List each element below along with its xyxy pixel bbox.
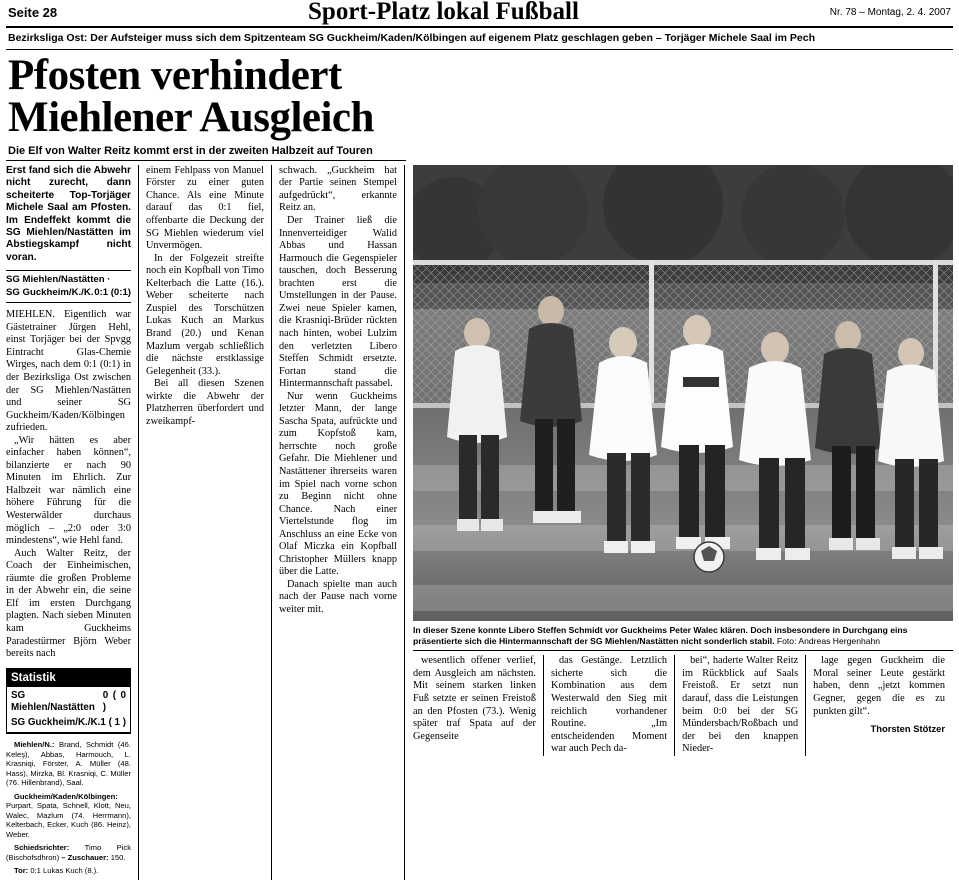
bottom-column-2	[544, 655, 675, 755]
statistik-box	[6, 668, 131, 735]
match-result	[6, 270, 131, 303]
author-byline: Thorsten Stötzer	[870, 723, 945, 735]
masthead	[6, 0, 953, 28]
bottom-column-3	[675, 655, 806, 755]
lineups-block	[6, 740, 131, 875]
result-home-team: SG Miehlen/Nastätten ·	[6, 274, 111, 286]
paragraph: MIEHLEN. Eigentlich war Gästetrainer Jürgen Hehl, einst Torjäger bei der Spvgg Eintracht Glas-Chemie Wirges, nach dem 0:1 (0:1) in der Bezirksliga Ost zwischen der SG Miehlen/Nastätten und seiner SG Guckheim/Kaden/Kölbingen zufrieden.	[6, 309, 131, 434]
text-column-2	[139, 165, 272, 880]
lineup-home-label: Miehlen/N.:	[14, 740, 55, 750]
paragraph: das Gestänge. Letztlich sicherte sich die Kombination aus dem Westerwald den Sieg mit reichlich vorhandener Routine. „Im entscheidenden Moment war auch Pech da-	[550, 655, 668, 755]
goals-line	[6, 866, 131, 875]
text-column-1	[6, 165, 139, 880]
lineup-away-players: Purpart, Spata, Schnell, Klott, Neu, Walec, Mazlum (74. Herrmann), Kelterbach, Ecker, Kuch (86. Heinz), Weber.	[6, 801, 131, 839]
article-body	[6, 165, 953, 880]
statistik-title: Statistik	[7, 669, 130, 687]
paragraph: lage gegen Guckheim die Moral seiner Leute gestärkt haben, denn „jetzt kommen Gegner, gegen die es zu punkten gilt“.	[813, 655, 945, 717]
lineup-home-players: Brand, Schmidt (46. Keleş), Abbas, Harmouch, L. Krasniqi, Förster, A. Müller (48. Hass), Mirzka, Bl. Krasniqi, C. Müller (76. Hillenbrand), Saal.	[6, 740, 131, 788]
paragraph: schwach. „Guckheim hat der Partie seinen Stempel aufgedrückt“, erkannte Reitz an.	[279, 164, 397, 214]
referee-label: Schiedsrichter:	[14, 843, 70, 853]
lineup-away	[6, 792, 131, 839]
lineup-away-label: Guckheim/Kaden/Kölbingen:	[14, 791, 118, 801]
statistik-team: SG Miehlen/Nastätten	[11, 689, 95, 713]
issue-info: Nr. 78 – Montag, 2. 4. 2007	[829, 6, 951, 18]
headline: Pfosten verhindert Miehlener Ausgleich	[8, 51, 374, 141]
statistik-row	[7, 714, 130, 733]
spectators-count: 150.	[110, 852, 126, 862]
photo-wrap	[413, 165, 953, 651]
result-score: 0:1 (0:1)	[94, 286, 131, 298]
page-number: Seite 28	[8, 4, 58, 20]
paragraph: Danach spielte man auch nach der Pause nach vorne weiter mit.	[279, 578, 397, 615]
goals-label: Tor:	[14, 866, 29, 876]
paragraph: „Wir hätten es aber einfacher haben können“, bilanzierte er nach 90 Minuten im Ehrlich. Zur Halbzeit war nämlich eine höhere Führung für die Westerwälder durchaus möglich – „2:0 oder 3:0 mindestens“, wie Hehl fand.	[6, 434, 131, 547]
paragraph: Nur wenn Guckheims letzter Mann, der lange Sascha Spata, aufrückte und zum Kopfstoß kam, herrschte noch große Gefahr. Die Miehlener und Nastättener ihrerseits waren im Spiel nach vorne schon zu Beginn nicht ohne Chance. Nach einer Viertelstunde flog im Anschluss an eine Ecke von Olaf Miczka ein Kopfball Christopher Müllers knapp über die Latte.	[279, 390, 397, 578]
photo-credit: Foto: Andreas Hergenhahn	[776, 635, 881, 646]
lineup-home	[6, 740, 131, 787]
paragraph: In der Folgezeit streifte noch ein Kopfball von Timo Kelterbach die Latte (16.). Weber scheiterte nach Zuspiel des Torschützen Lukas Kuch an Markus Brand (20.) und Kenan Mazlum vergab schließlich die nächste erstklassige Gelegenheit (33.).	[146, 252, 264, 377]
photo-column	[405, 165, 945, 880]
paragraph: Der Trainer ließ die Innenverteidiger Walid Abbas und Hassan Harmouch die Gegenspieler tauschen, doch Besserung brachten erst die Umstellungen in der Pause. Zwei neue Spieler kamen, die Krasniqi-Brüder rückten nach hinten, wobei Lulzim den verletzten Libero Steffen Schmidt ersetzte. Fortan stand die Hintermannschaft passabel.	[279, 215, 397, 390]
lead-paragraph: Erst fand sich die Abwehr nicht zurecht, dann scheiterte Top-Torjäger Michele Saal am Pfosten. Im Endeffekt kommt die SG Miehlen/Nastätten im Abstiegskampf nicht voran.	[6, 164, 131, 263]
goals-detail: 0:1 Lukas Kuch (8.).	[30, 866, 99, 876]
paragraph: einem Fehlpass von Manuel Förster zu einer guten Chance. Als eine Minute darauf das 0:1 fiel, offenbarte die Deckung der SG Miehlen wiederum viel Unvermögen.	[146, 164, 264, 252]
paragraph: bei“, haderte Walter Reitz im Rückblick auf Saals Freistoß. Er setzt nun darauf, dass die Leistungen beim 0:0 bei der SG Mündersbach/Roßbach und der bei den knappen Nieder-	[682, 655, 799, 755]
newspaper-section-title: Sport-Platz lokal Fußball	[308, 0, 579, 25]
bottom-column-4	[806, 655, 945, 755]
bottom-text-columns	[413, 655, 945, 755]
text-column-3	[272, 165, 405, 880]
paragraph: wesentlich offener verlief, dem Ausgleich am nächsten. Mit seinem starken linken Fuß setzte er seinen Freistoß an den Pfosten (73.). Wenig später traf Spata auf der Gegenseite	[413, 655, 536, 742]
spectators-label: – Zuschauer:	[61, 852, 109, 862]
subheadline: Die Elf von Walter Reitz kommt erst in der zweiten Halbzeit auf Touren	[6, 141, 406, 161]
paragraph: Bei all diesen Szenen wirkte die Abwehr der Platzherren überfordert und zweikampf-	[146, 378, 264, 427]
result-away-team: SG Guckheim/K./K.	[6, 286, 94, 298]
paragraph: Auch Walter Reitz, der Coach der Einheimischen, räumte die großen Probleme in der Abwehr ein, die seine Elf im ersten Durchgang plagten. Nach sieben Minuten kam Guckheims Paradestürmer Björn Weber bereits nach	[6, 547, 131, 660]
statistik-row	[7, 687, 130, 715]
statistik-team: SG Guckheim/K./K.	[11, 717, 101, 729]
statistik-value: 1 ( 1 )	[100, 717, 126, 729]
photo-caption-text: In dieser Szene konnte Libero Steffen Schmidt vor Guckheims Peter Walec klären. Doch insbesondere in Durchgang eins präsentierte sich die Hintermannschaft der SG Miehlen/Nastätten nicht sonderlich stabil.	[413, 624, 908, 646]
referee-line	[6, 843, 131, 862]
kicker-line: Bezirksliga Ost: Der Aufsteiger muss sich dem Spitzenteam SG Guckheim/Kaden/Kölbingen auf eigenem Platz geschlagen geben – Torjäger Michele Saal im Pech	[6, 28, 953, 50]
bottom-column-1	[413, 655, 544, 755]
statistik-value: 0 ( 0 )	[102, 689, 126, 713]
photo-caption	[413, 621, 953, 651]
referee-name: Timo Pick (Bischofsdhron)	[6, 843, 131, 862]
match-photo	[413, 165, 953, 621]
match-photo-graphic	[413, 165, 953, 621]
